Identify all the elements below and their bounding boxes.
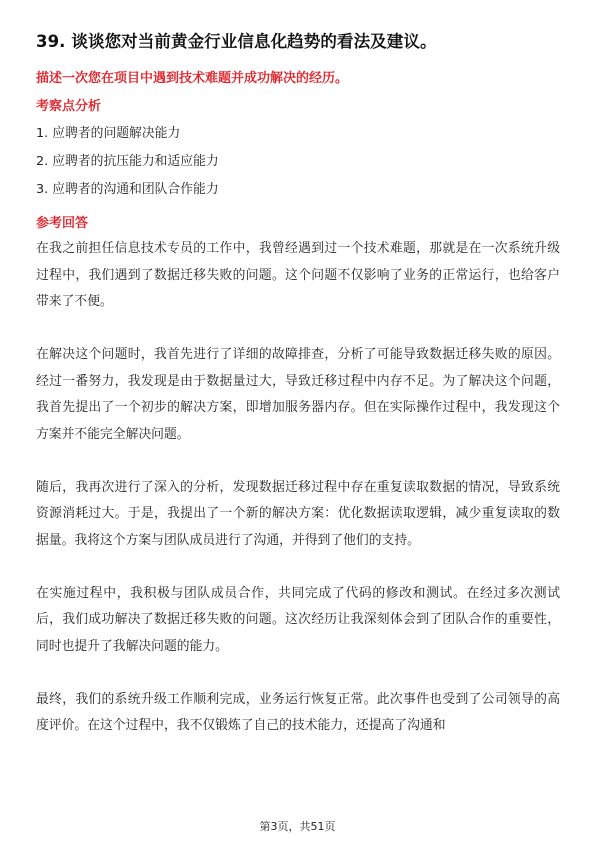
page-number: 第3页，共51页: [259, 820, 336, 833]
answer-heading: 参考回答: [36, 216, 89, 231]
question-prompt: 描述一次您在项目中遇到技术难题并成功解决的经历。: [36, 71, 349, 86]
answer-paragraph: 在实施过程中，我积极与团队成员合作，共同完成了代码的修改和测试。在经过多次测试后，我们成功解决了数据迁移失败的问题。这次经历让我深刻体会到了团队合作的重要性，同时也提升了我解决问题的能力。: [36, 585, 560, 654]
answer-paragraph: 在我之前担任信息技术专员的工作中，我曾经遇到过一个技术难题，那就是在一次系统升级过程中，我们遇到了数据迁移失败的问题。这个问题不仅影响了业务的正常运行，也给客户带来了不便。: [36, 241, 560, 309]
analysis-point: 3. 应聘者的沟通和团队合作能力: [36, 182, 219, 197]
analysis-heading: 考察点分析: [36, 99, 102, 114]
answer-paragraph: 在解决这个问题时，我首先进行了详细的故障排查，分析了可能导致数据迁移失败的原因。经过一番努力，我发现是由于数据量过大，导致迁移过程中内存不足。为了解决这个问题，我首先提出了一个初步的解决方案，即增加服务器内存。但在实际操作过程中，我发现这个方案并不能完全解决问题。: [36, 347, 560, 442]
answer-paragraph: 随后，我再次进行了深入的分析，发现数据迁移过程中存在重复读取数据的情况，导致系统资源消耗过大。于是，我提出了一个新的解决方案：优化数据读取逻辑，减少重复读取的数据量。我将这个方案与团队成员进行了沟通，并得到了他们的支持。: [36, 479, 560, 548]
analysis-point: 1. 应聘者的问题解决能力: [36, 126, 181, 141]
analysis-point: 2. 应聘者的抗压能力和适应能力: [36, 154, 219, 169]
answer-paragraph: 最终，我们的系统升级工作顺利完成，业务运行恢复正常。此次事件也受到了公司领导的高度评价。在这个过程中，我不仅锻炼了自己的技术能力，还提高了沟通和: [36, 691, 560, 733]
answer-body: [36, 236, 560, 766]
question-title: 39. 谈谈您对当前黄金行业信息化趋势的看法及建议。: [36, 32, 437, 51]
